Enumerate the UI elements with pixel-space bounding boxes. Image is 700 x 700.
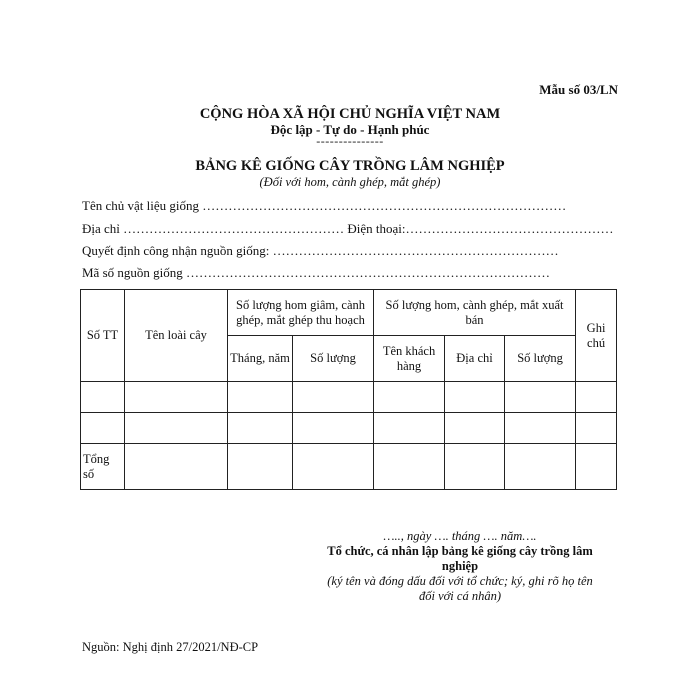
table-cell[interactable] (293, 382, 374, 413)
table-cell[interactable] (125, 382, 228, 413)
signature-date: ….., ngày …. tháng …. năm…. (383, 529, 537, 543)
table-cell[interactable] (125, 444, 228, 490)
subheader-customer: Tên khách hàng (374, 336, 445, 382)
signature-title: Tổ chức, cá nhân lập bảng kê giống cây trồng lâm nghiệp (327, 544, 593, 573)
header-species: Tên loài cây (125, 290, 228, 382)
table-row (81, 382, 617, 413)
table-cell[interactable] (293, 444, 374, 490)
table-cell[interactable] (228, 413, 293, 444)
signature-block (320, 529, 600, 604)
national-motto: Độc lập - Tự do - Hạnh phúc (270, 122, 430, 137)
owner-field[interactable]: Tên chủ vật liệu giống ………………………………………………………………………… (82, 198, 567, 213)
table-cell[interactable] (445, 444, 505, 490)
table-cell[interactable] (293, 413, 374, 444)
table-cell[interactable] (81, 382, 125, 413)
total-label: Tổng số (81, 444, 125, 490)
table-cell[interactable] (505, 413, 576, 444)
table-cell[interactable] (505, 382, 576, 413)
document-subtitle: (Đối với hom, cành ghép, mắt ghép) (259, 175, 441, 189)
table-cell[interactable] (576, 444, 617, 490)
header-stt: Số TT (81, 290, 125, 382)
table-cell[interactable] (576, 413, 617, 444)
table-cell[interactable] (228, 444, 293, 490)
subheader-address: Địa chỉ (445, 336, 505, 382)
decision-field[interactable]: Quyết định công nhận nguồn giống: ………………………………………………………… (82, 243, 559, 258)
table-cell[interactable] (374, 444, 445, 490)
signature-note: (ký tên và đóng dấu đối với tổ chức; ký, ghi rõ họ tên đối với cá nhân) (327, 574, 593, 603)
source-note: Nguồn: Nghị định 27/2021/NĐ-CP (82, 640, 259, 654)
table-row (81, 413, 617, 444)
subheader-quantity-sale: Số lượng (505, 336, 576, 382)
header-sale-group: Số lượng hom, cành ghép, mắt xuất bán (374, 290, 576, 336)
seed-list-table (80, 289, 617, 490)
source-code-field[interactable]: Mã số nguồn giống ………………………………………………………………………… (82, 265, 550, 280)
subheader-month-year: Tháng, năm (228, 336, 293, 382)
table-cell[interactable] (505, 444, 576, 490)
subheader-quantity-harvest: Số lượng (293, 336, 374, 382)
table-cell[interactable] (445, 413, 505, 444)
table-header-row (81, 290, 617, 336)
header-separator: --------------- (316, 134, 384, 148)
table-cell[interactable] (81, 413, 125, 444)
national-title: CỘNG HÒA XÃ HỘI CHỦ NGHĨA VIỆT NAM (199, 106, 501, 122)
form-code: Mẫu số 03/LN (539, 82, 618, 97)
table-cell[interactable] (228, 382, 293, 413)
document-title: BẢNG KÊ GIỐNG CÂY TRỒNG LÂM NGHIỆP (195, 158, 505, 174)
table-cell[interactable] (445, 382, 505, 413)
table-total-row (81, 444, 617, 490)
table-cell[interactable] (125, 413, 228, 444)
address-phone-field[interactable]: Địa chỉ …………………………………………… Điện thoại:………………………………………… (82, 221, 614, 236)
header-harvest-group: Số lượng hom giâm, cành ghép, mắt ghép thu hoạch (228, 290, 374, 336)
table-cell[interactable] (374, 413, 445, 444)
table-cell[interactable] (374, 382, 445, 413)
header-note: Ghi chú (576, 290, 617, 382)
table-cell[interactable] (576, 382, 617, 413)
